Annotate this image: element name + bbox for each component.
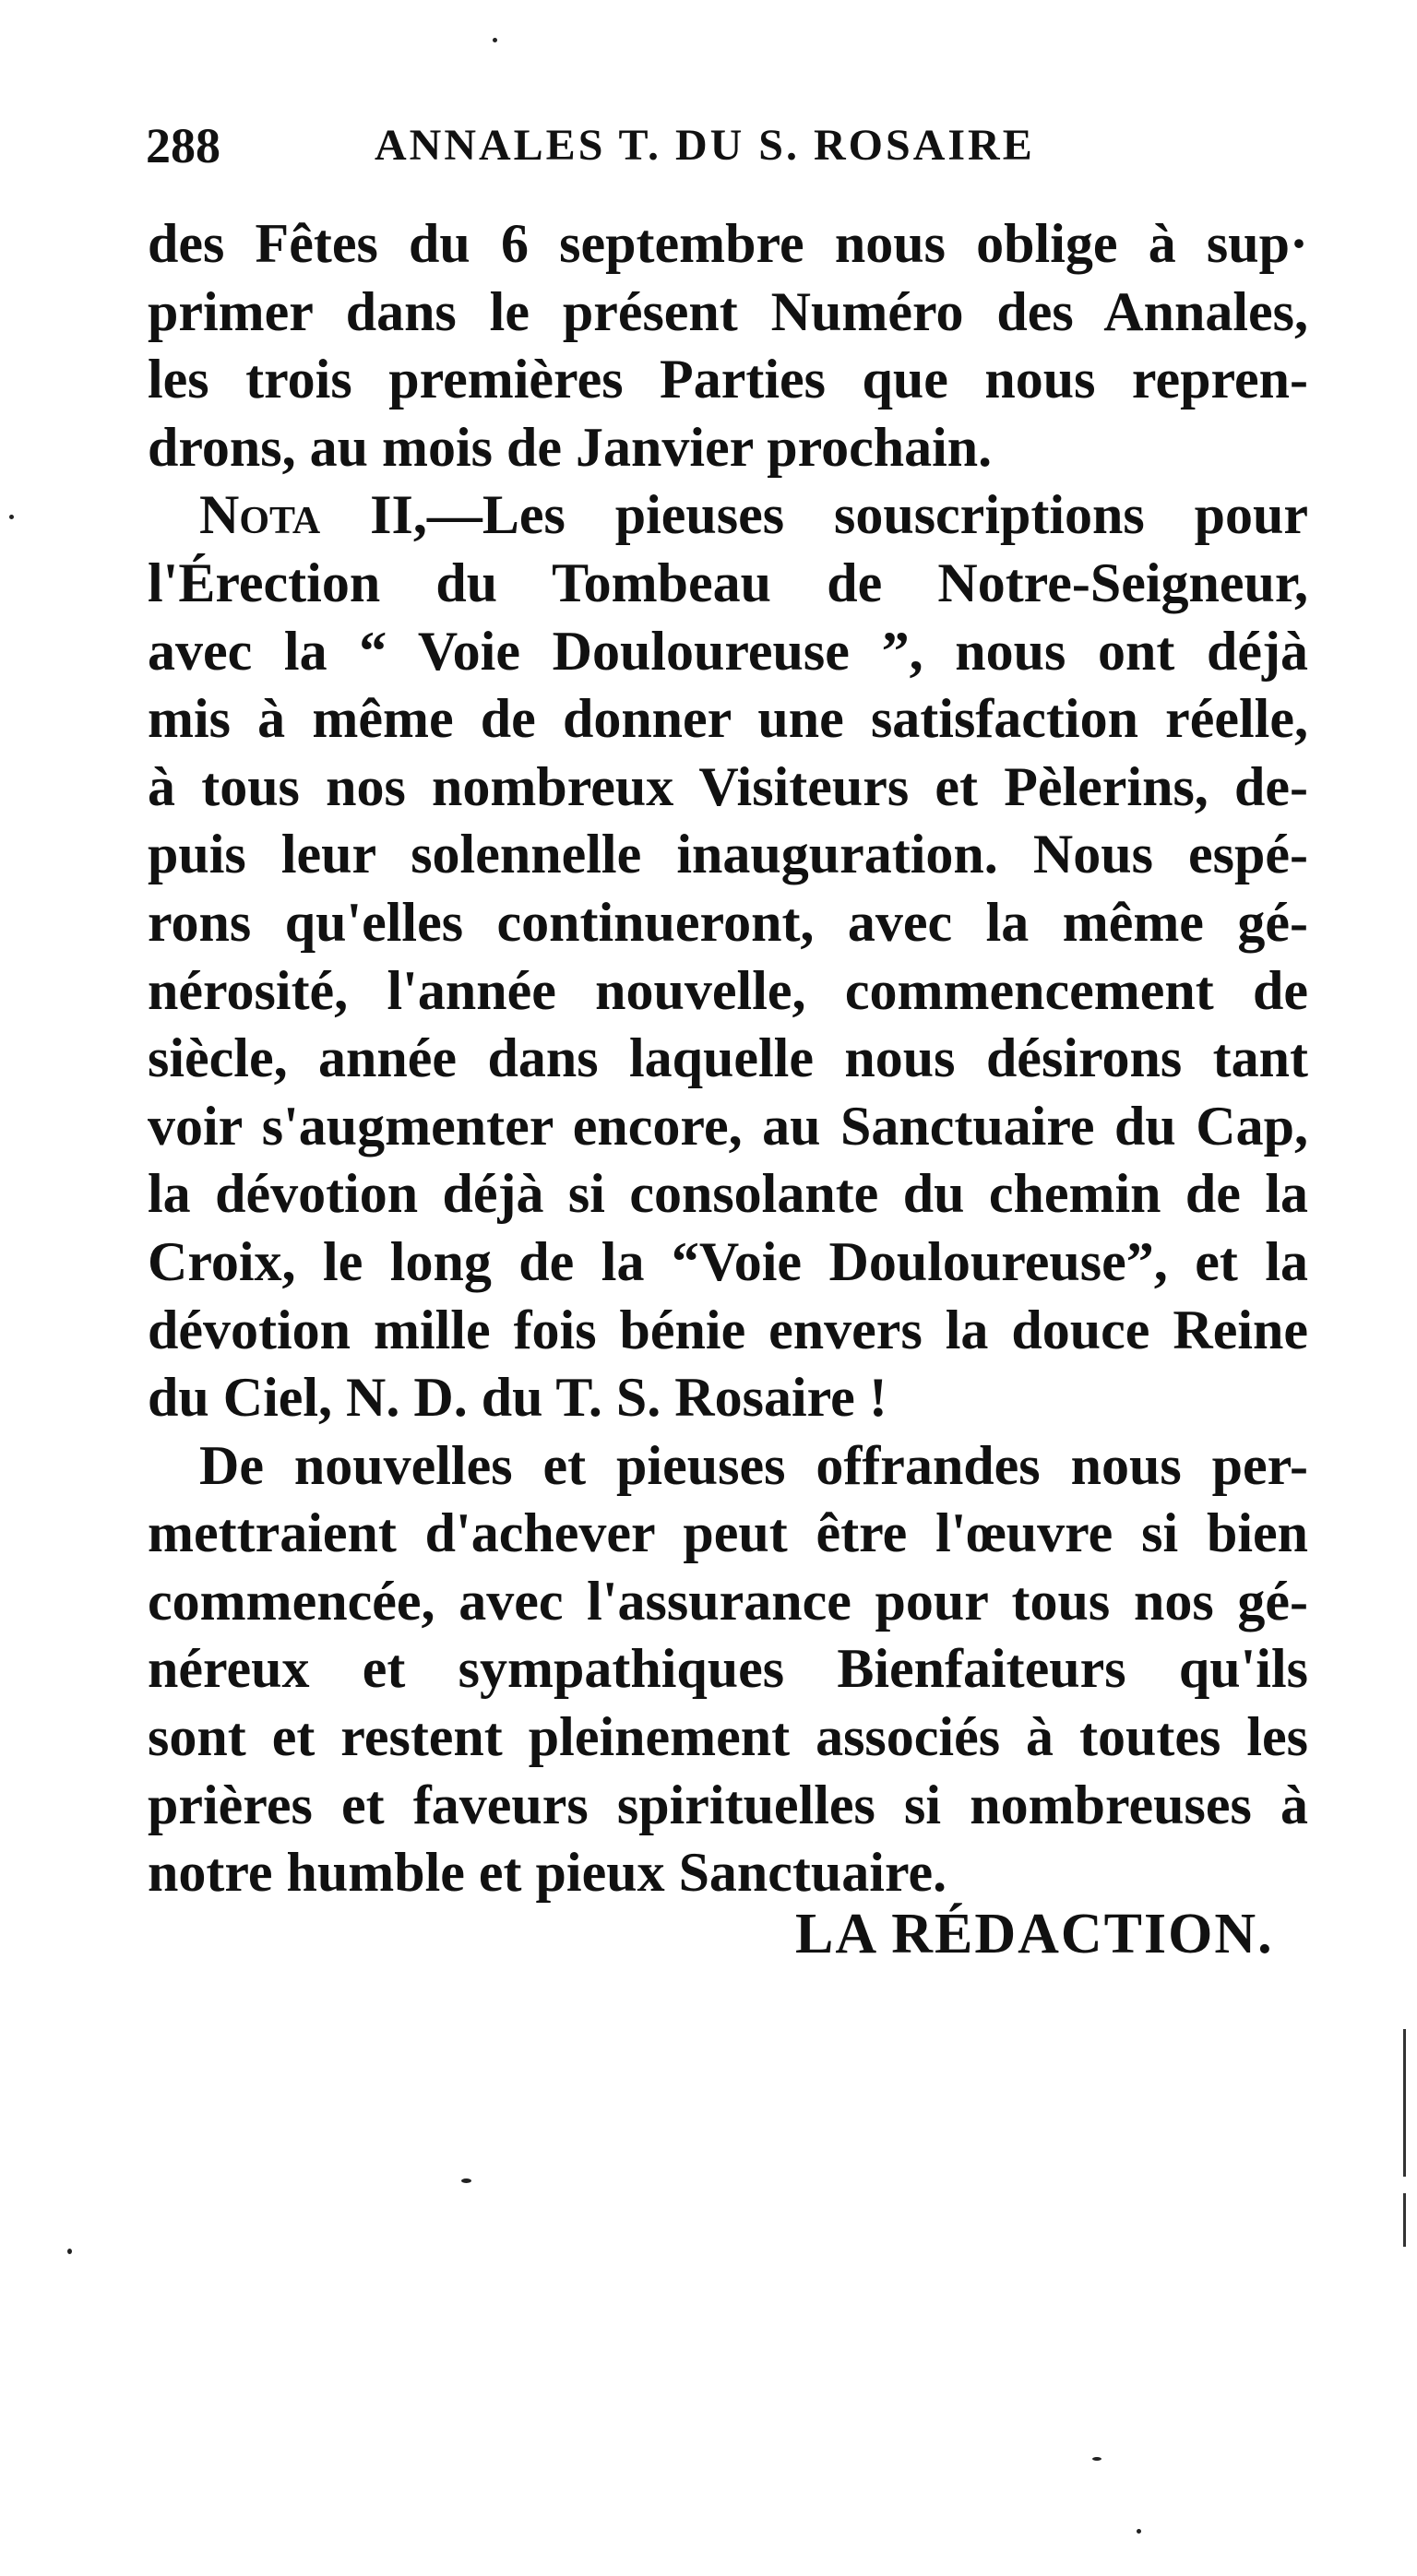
text-line: mis à même de donner une satisfaction réelle, xyxy=(148,688,1308,750)
text-line: à tous nos nombreux Visiteurs et Pèlerins, de- xyxy=(148,755,1308,817)
journal-title: ANNALES T. DU S. ROSAIRE xyxy=(375,121,1035,170)
text-line: primer dans le présent Numéro des Annales, xyxy=(148,280,1308,342)
nota-label: Nota xyxy=(199,484,321,546)
text-line: De nouvelles et pieuses offrandes nous per- xyxy=(199,1434,1308,1496)
nota-line-text: II,—Les pieuses souscriptions pour xyxy=(320,484,1308,546)
body-text xyxy=(148,210,1308,1907)
text-line: prières et faveurs spirituelles si nombreuses à xyxy=(148,1774,1308,1835)
text-line: notre humble et pieux Sanctuaire. xyxy=(148,1842,947,1904)
text-line: des Fêtes du 6 septembre nous oblige à sup· xyxy=(148,213,1308,274)
text-line: rons qu'elles continueront, avec la même gé- xyxy=(148,891,1308,953)
text-line: mettraient d'achever peut être l'œuvre si bien xyxy=(148,1502,1308,1564)
text-line: puis leur solennelle inauguration. Nous espé- xyxy=(148,824,1308,885)
text-line: néreux et sympathiques Bienfaiteurs qu'ils xyxy=(148,1638,1308,1700)
scan-speck xyxy=(1137,2529,1141,2534)
text-line: dévotion mille fois bénie envers la douce Reine xyxy=(148,1299,1308,1360)
text-line: siècle, année dans laquelle nous désirons tant xyxy=(148,1027,1308,1089)
signature: LA RÉDACTION. xyxy=(795,1903,1274,1965)
scan-speck xyxy=(461,2178,471,2183)
text-line: avec la “ Voie Douloureuse ”, nous ont déjà xyxy=(148,620,1308,682)
text-line: les trois premières Parties que nous repren- xyxy=(148,349,1308,410)
scan-speck xyxy=(67,2249,72,2254)
scan-speck xyxy=(493,38,497,42)
running-head xyxy=(146,109,1345,183)
text-line: drons, au mois de Janvier prochain. xyxy=(148,416,993,478)
scan-speck xyxy=(1092,2457,1101,2461)
scan-speck xyxy=(9,515,14,519)
text-line: commencée, avec l'assurance pour tous nos gé- xyxy=(148,1570,1308,1632)
text-line: la dévotion déjà si consolante du chemin de la xyxy=(148,1163,1308,1225)
scan-edge-line xyxy=(1403,2193,1406,2247)
text-line-nota xyxy=(148,481,1308,550)
text-line: voir s'augmenter encore, au Sanctuaire du Cap, xyxy=(148,1095,1308,1157)
text-line: du Ciel, N. D. du T. S. Rosaire ! xyxy=(148,1367,887,1429)
text-line: Croix, le long de la “Voie Douloureuse”, et la xyxy=(148,1230,1308,1292)
text-line: nérosité, l'année nouvelle, commencement de xyxy=(148,959,1308,1021)
text-line: sont et restent pleinement associés à toutes les xyxy=(148,1706,1308,1768)
page-number: 288 xyxy=(146,118,220,173)
scan-edge-line xyxy=(1403,2029,1406,2177)
text-line: l'Érection du Tombeau de Notre-Seigneur, xyxy=(148,552,1308,613)
